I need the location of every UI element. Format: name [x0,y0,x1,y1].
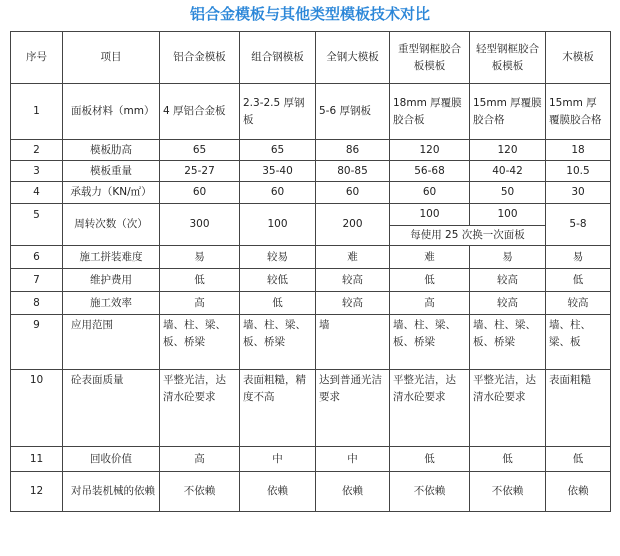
row-item: 面板材料（mm） [63,84,160,140]
table-cell: 120 [470,140,546,161]
table-cell: 不依赖 [160,472,240,512]
table-cell: 100 [240,204,316,246]
table-cell: 较易 [240,246,316,269]
table-row [11,204,611,226]
table-row [11,315,611,370]
table-cell: 低 [546,447,611,472]
table-cell: 平整光洁，达清水砼要求 [160,370,240,447]
table-cell: 中 [240,447,316,472]
table-cell: 60 [390,182,470,204]
table-cell: 表面粗糙 [546,370,611,447]
table-note: 每使用 25 次换一次面板 [390,226,546,246]
table-cell: 15mm 厚覆膜胶合格 [546,84,611,140]
table-cell: 120 [390,140,470,161]
row-item: 砼表面质量 [63,370,160,447]
table-cell: 60 [240,182,316,204]
table-row [11,292,611,315]
table-cell: 高 [160,447,240,472]
table-cell: 65 [240,140,316,161]
table-cell: 18mm 厚覆膜胶合板 [390,84,470,140]
header-cell: 木模板 [546,32,611,84]
table-cell: 低 [390,447,470,472]
row-number: 2 [11,140,63,161]
table-cell: 35-40 [240,161,316,182]
table-cell: 依赖 [240,472,316,512]
table-cell: 100 [470,204,546,226]
table-cell: 50 [470,182,546,204]
row-number: 4 [11,182,63,204]
header-cell: 组合钢模板 [240,32,316,84]
table-header-row [11,32,611,84]
document-title: 铝合金模板与其他类型模板技术对比 [189,5,430,23]
table-cell: 墙、柱、梁、板、桥梁 [160,315,240,370]
table-row [11,140,611,161]
row-number: 3 [11,161,63,182]
table-cell: 墙、柱、梁、板、桥梁 [240,315,316,370]
table-cell: 墙、柱、梁、板 [546,315,611,370]
row-item: 施工效率 [63,292,160,315]
table-cell: 依赖 [316,472,390,512]
row-number: 1 [11,84,63,140]
table-cell: 易 [546,246,611,269]
table-cell: 中 [316,447,390,472]
row-item: 应用范围 [63,315,160,370]
table-cell: 易 [470,246,546,269]
table-cell: 达到普通光洁要求 [316,370,390,447]
header-cell: 全钢大模板 [316,32,390,84]
row-number: 10 [11,370,63,447]
table-cell: 低 [546,269,611,292]
table-cell: 25-27 [160,161,240,182]
row-number: 12 [11,472,63,512]
table-cell: 难 [316,246,390,269]
header-cell: 重型钢框胶合板模板 [390,32,470,84]
table-cell: 60 [160,182,240,204]
table-cell: 低 [470,447,546,472]
table-cell: 难 [390,246,470,269]
table-cell: 100 [390,204,470,226]
row-number: 9 [11,315,63,370]
table-cell: 墙 [316,315,390,370]
row-item: 施工拼装难度 [63,246,160,269]
table-cell: 表面粗糙，精度不高 [240,370,316,447]
table-row [11,370,611,447]
row-number: 11 [11,447,63,472]
table-cell: 86 [316,140,390,161]
row-item: 模板肋高 [63,140,160,161]
table-row [11,182,611,204]
table-cell: 较高 [316,292,390,315]
comparison-table [10,31,611,512]
table-cell: 30 [546,182,611,204]
table-cell: 10.5 [546,161,611,182]
header-cell: 铝合金模板 [160,32,240,84]
table-cell: 5-6 厚钢板 [316,84,390,140]
table-cell: 高 [160,292,240,315]
table-cell: 56-68 [390,161,470,182]
table-cell: 平整光洁，达清水砼要求 [470,370,546,447]
table-row [11,447,611,472]
table-cell: 墙、柱、梁、板、桥梁 [390,315,470,370]
table-cell: 2.3-2.5 厚钢板 [240,84,316,140]
table-cell: 较高 [470,269,546,292]
table-cell: 低 [160,269,240,292]
header-cell: 轻型钢框胶合板模板 [470,32,546,84]
row-item: 对吊装机械的依赖 [63,472,160,512]
table-cell: 200 [316,204,390,246]
table-row [11,472,611,512]
table-cell: 较高 [316,269,390,292]
row-item: 周转次数（次） [63,204,160,246]
table-row [11,269,611,292]
table-row [11,161,611,182]
table-cell: 40-42 [470,161,546,182]
table-cell: 低 [390,269,470,292]
row-item: 维护费用 [63,269,160,292]
table-cell: 15mm 厚覆膜胶合格 [470,84,546,140]
table-row [11,84,611,140]
row-item: 回收价值 [63,447,160,472]
table-cell: 较高 [546,292,611,315]
table-row [11,246,611,269]
table-cell: 较高 [470,292,546,315]
header-cell: 序号 [11,32,63,84]
table-cell: 65 [160,140,240,161]
table-cell: 18 [546,140,611,161]
row-number: 6 [11,246,63,269]
row-item: 模板重量 [63,161,160,182]
row-number: 8 [11,292,63,315]
table-cell: 300 [160,204,240,246]
table-cell: 依赖 [546,472,611,512]
table-cell: 5-8 [546,204,611,246]
table-cell: 低 [240,292,316,315]
table-cell: 80-85 [316,161,390,182]
table-cell: 不依赖 [390,472,470,512]
table-cell: 不依赖 [470,472,546,512]
row-number: 7 [11,269,63,292]
table-cell: 较低 [240,269,316,292]
table-cell: 高 [390,292,470,315]
table-cell: 墙、柱、梁、板、桥梁 [470,315,546,370]
table-cell: 4 厚铝合金板 [160,84,240,140]
header-cell: 项目 [63,32,160,84]
row-item: 承载力（KN/㎡） [63,182,160,204]
table-cell: 易 [160,246,240,269]
row-number: 5 [11,204,63,246]
table-cell: 平整光洁，达清水砼要求 [390,370,470,447]
table-cell: 60 [316,182,390,204]
